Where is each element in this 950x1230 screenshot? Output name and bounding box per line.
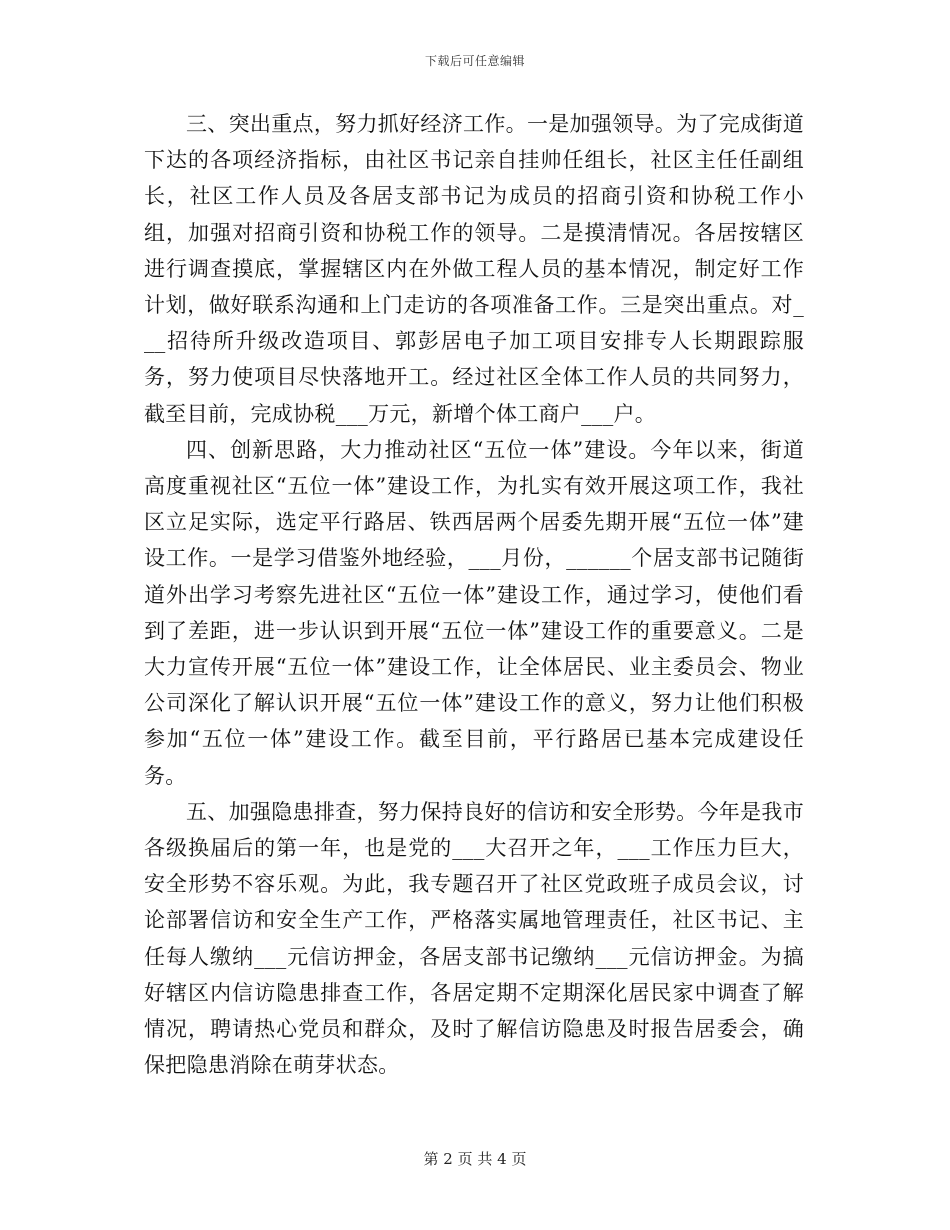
document-body — [144, 106, 804, 1083]
paragraph-five-in-one: 四、创新思路，大力推动社区“五位一体”建设。今年以来，街道高度重视社区“五位一体”建设工作，为扎实有效开展这项工作，我社区立足实际，选定平行路居、铁西居两个居委先期开展“五位一体”建设工作。一是学习借鉴外地经验，___月份，______个居支部书记随街道外出学习考察先进社区“五位一体”建设工作，通过学习，使他们看到了差距，进一步认识到开展“五位一体”建设工作的重要意义。二是大力宣传开展“五位一体”建设工作，让全体居民、业主委员会、物业公司深化了解认识开展“五位一体”建设工作的意义，努力让他们积极参加“五位一体”建设工作。截至目前，平行路居已基本完成建设任务。 — [144, 437, 804, 788]
page-number: 第 2 页 共 4 页 — [423, 1150, 527, 1168]
paragraph-economic-work: 三、突出重点，努力抓好经济工作。一是加强领导。为了完成街道下达的各项经济指标，由社区书记亲自挂帅任组长，社区主任任副组长，社区工作人员及各居支部书记为成员的招商引资和协税工作小组，加强对招商引资和协税工作的领导。二是摸清情况。各居按辖区进行调查摸底，掌握辖区内在外做工程人员的基本情况，制定好工作计划，做好联系沟通和上门走访的各项准备工作。三是突出重点。对___招待所升级改造项目、郭彭居电子加工项目安排专人长期跟踪服务，努力使项目尽快落地开工。经过社区全体工作人员的共同努力，截至目前，完成协税___万元，新增个体工商户___户。 — [144, 112, 804, 426]
page-header-note: 下载后可任意编辑 — [424, 54, 525, 68]
paragraph-hazard-check: 五、加强隐患排查，努力保持良好的信访和安全形势。今年是我市各级换届后的第一年，也是党的___大召开之年，___工作压力巨大，安全形势不容乐观。为此，我专题召开了社区党政班子成员会议，讨论部署信访和安全生产工作，严格落实属地管理责任，社区书记、主任每人缴纳___元信访押金，各居支部书记缴纳___元信访押金。为搞好辖区内信访隐患排查工作，各居定期不定期深化居民家中调查了解情况，聘请热心党员和群众，及时了解信访隐患及时报告居委会，确保把隐患消除在萌芽状态。 — [144, 799, 804, 1078]
